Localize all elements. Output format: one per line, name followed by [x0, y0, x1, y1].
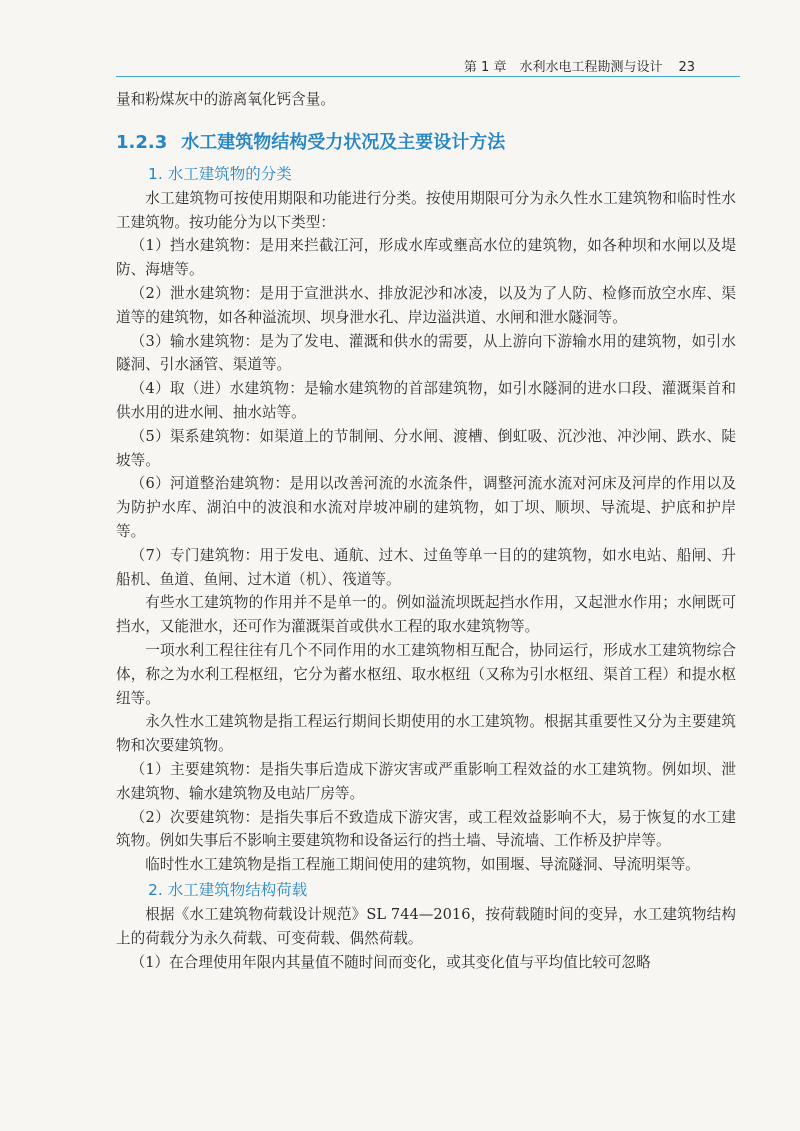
paragraph: 量和粉煤灰中的游离氧化钙含量。 [116, 91, 335, 108]
list-item: （2）次要建筑物：是指失事后不致造成下游灾害，或工程效益影响不大，易于恢复的水工建筑物。例如失事后不影响主要建筑物和设备运行的挡土墙、导流墙、工作桥及护岸等。 [116, 808, 736, 850]
list-item: （6）河道整治建筑物：是用以改善河流的水流条件，调整河流水流对河床及河岸的作用以及为防护水库、湖泊中的波浪和水流对岸坡冲刷的建筑物，如丁坝、顺坝、导流堤、护底和护岸等。 [116, 475, 736, 540]
page-body [116, 88, 736, 974]
list-item: （4）取（进）水建筑物：是输水建筑物的首部建筑物，如引水隧洞的进水口段、灌溉渠首和供水用的进水闸、抽水站等。 [116, 380, 736, 421]
page-number: 23 [678, 60, 695, 75]
paragraph: 根据《水工建筑物荷载设计规范》SL 744—2016，按荷载随时间的变异，水工建筑物结构上的荷载分为永久荷载、可变荷载、偶然荷载。 [116, 905, 736, 947]
list-item: （1）在合理使用年限内其量值不随时间而变化，或其变化值与平均值比较可忽略 [130, 953, 651, 971]
list-item: （1）挡水建筑物：是用来拦截江河，形成水库或壅高水位的建筑物，如各种坝和水闸以及堤防、海塘等。 [116, 237, 736, 279]
section-title: 水工建筑物结构受力状况及主要设计方法 [181, 131, 506, 153]
list-item: （3）输水建筑物：是为了发电、灌溉和供水的需要，从上游向下游输水用的建筑物，如引水隧洞、引水涵管、渠道等。 [116, 332, 736, 374]
section-number: 1.2.3 [116, 131, 168, 153]
paragraph: 永久性水工建筑物是指工程运行期间长期使用的水工建筑物。根据其重要性又分为主要建筑物和次要建筑物。 [116, 713, 736, 755]
list-item: （5）渠系建筑物：如渠道上的节制闸、分水闸、渡槽、倒虹吸、沉沙池、冲沙闸、跌水、陡坡等。 [116, 427, 736, 469]
list-item: （2）泄水建筑物：是用于宣泄洪水、排放泥沙和冰凌，以及为了人防、检修而放空水库、渠道等的建筑物，如各种溢流坝、坝身泄水孔、岸边溢洪道、水闸和泄水隧洞等。 [116, 284, 736, 326]
list-item: （1）主要建筑物：是指失事后造成下游灾害或严重影响工程效益的水工建筑物。例如坝、泄水建筑物、输水建筑物及电站厂房等。 [116, 760, 736, 802]
running-header [0, 56, 740, 78]
paragraph: 一项水利工程往往有几个不同作用的水工建筑物相互配合，协同运行，形成水工建筑物综合体，称之为水利工程枢纽，它分为蓄水枢纽、取水枢纽（又称为引水枢纽、渠首工程）和提水枢纽等。 [116, 641, 736, 707]
header-rule [116, 76, 740, 77]
list-item: （7）专门建筑物：用于发电、通航、过木、过鱼等单一目的的建筑物，如水电站、船闸、升船机、鱼道、鱼闸、过木道（机）、筏道等。 [116, 546, 736, 588]
subsection-heading: 1. 水工建筑物的分类 [148, 164, 292, 183]
chapter-title: 第 1 章 水利水电工程勘测与设计 [463, 60, 663, 75]
subsection-heading: 2. 水工建筑物结构荷载 [148, 880, 308, 899]
paragraph: 水工建筑物可按使用期限和功能进行分类。按使用期限可分为永久性水工建筑物和临时性水工建筑物。按功能分为以下类型： [116, 189, 736, 231]
section-heading [116, 128, 736, 154]
paragraph: 有些水工建筑物的作用并不是单一的。例如溢流坝既起挡水作用，又起泄水作用；水闸既可挡水，又能泄水，还可作为灌溉渠首或供水工程的取水建筑物等。 [116, 594, 736, 636]
paragraph: 临时性水工建筑物是指工程施工期间使用的建筑物，如围堰、导流隧洞、导流明渠等。 [145, 856, 700, 874]
